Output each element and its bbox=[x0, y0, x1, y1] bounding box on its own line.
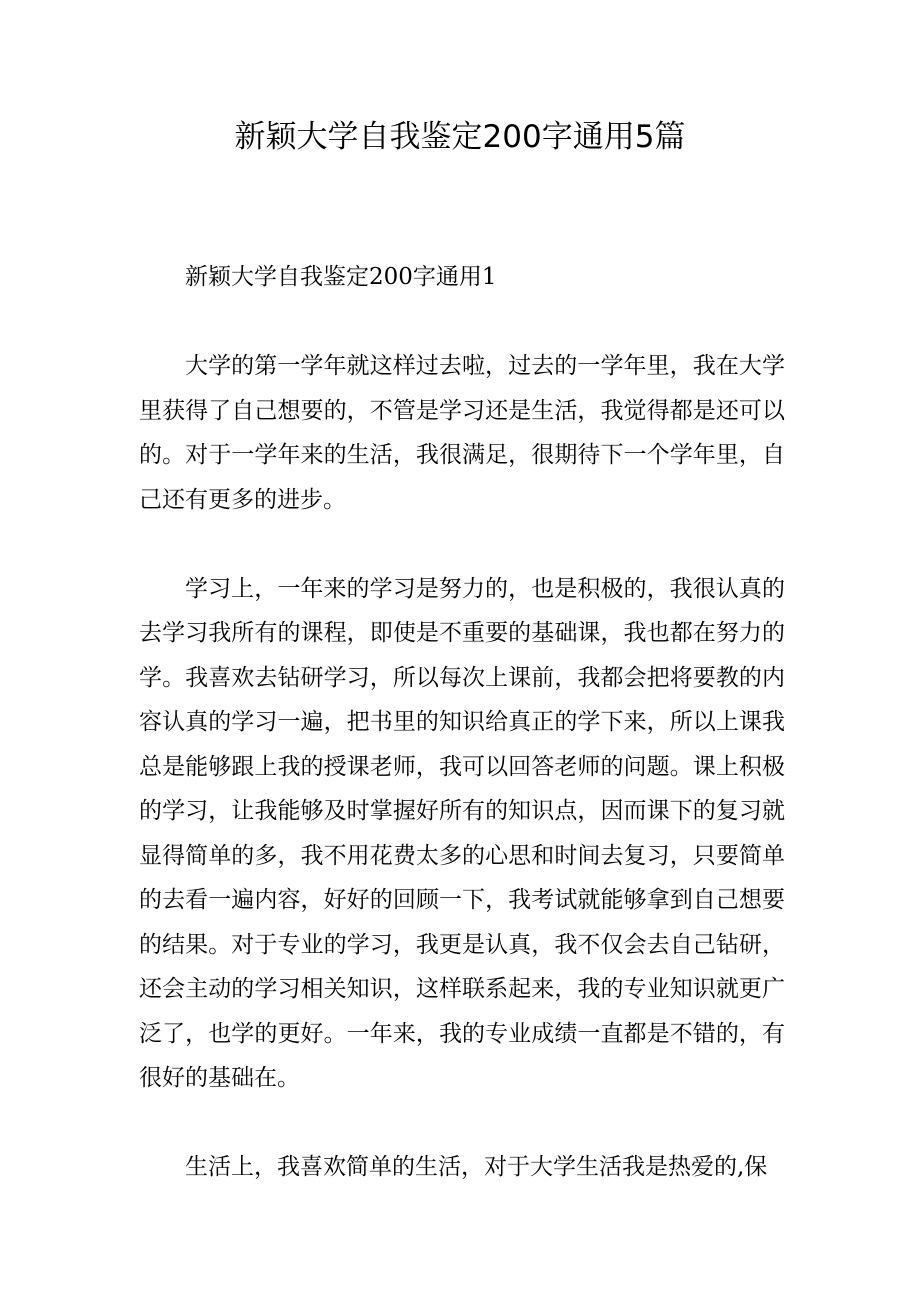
paragraph-2: 学习上，一年来的学习是努力的，也是积极的，我很认真的去学习我所有的课程，即使是不重要的基础课，我也都在努力的学。我喜欢去钻研学习，所以每次上课前，我都会把将要教的内容认真的学习一遍，把书里的知识给真正的学下来，所以上课我总是能够跟上我的授课老师，我可以回答老师的问题。课上积极的学习，让我能够及时掌握好所有的知识点，因而课下的复习就显得简单的多，我不用花费太多的心思和时间去复习，只要简单的去看一遍内容，好好的回顾一下，我考试就能够拿到自己想要的结果。对于专业的学习，我更是认真，我不仅会去自己钻研，还会主动的学习相关知识，这样联系起来，我的专业知识就更广泛了，也学的更好。一年来，我的专业成绩一直都是不错的，有很好的基础在。 bbox=[139, 575, 785, 1091]
section-heading: 新颖大学自我鉴定200字通用1 bbox=[185, 264, 497, 290]
paragraph-gap bbox=[139, 300, 785, 345]
document-body bbox=[139, 255, 785, 1190]
paragraph-gap bbox=[139, 522, 785, 567]
paragraph-gap bbox=[139, 1101, 785, 1146]
document-title: 新颖大学自我鉴定200字通用5篇 bbox=[234, 119, 686, 155]
paragraph-1: 大学的第一学年就这样过去啦，过去的一学年里，我在大学里获得了自己想要的，不管是学习还是生活，我觉得都是还可以的。对于一学年来的生活，我很满足，很期待下一个学年里，自己还有更多的进步。 bbox=[139, 353, 785, 513]
paragraph-3: 生活上，我喜欢简单的生活，对于大学生活我是热爱的,保 bbox=[185, 1154, 768, 1180]
